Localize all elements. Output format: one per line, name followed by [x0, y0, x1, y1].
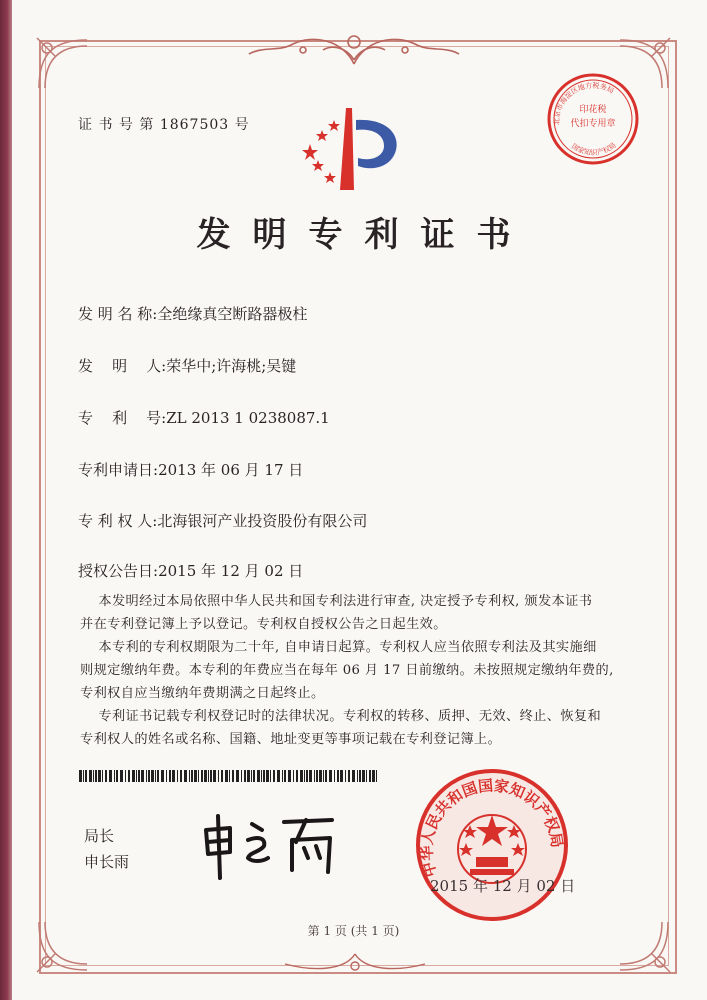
- barcode-bar: [284, 770, 286, 782]
- cert-no-value: 1867503: [159, 117, 230, 133]
- barcode-bar: [306, 770, 308, 782]
- barcode-bar: [348, 770, 350, 782]
- cert-no-suffix: 号: [234, 117, 250, 133]
- barcode-bar: [89, 770, 92, 782]
- barcode-bar: [98, 770, 101, 782]
- barcode-bar: [225, 770, 228, 782]
- barcode-bar: [253, 770, 255, 782]
- official-seal: [412, 765, 572, 925]
- barcode-bar: [293, 770, 294, 782]
- corner-ornament-top-left: [33, 34, 93, 94]
- field-application-date: [78, 459, 303, 480]
- barcode-bar: [169, 770, 171, 782]
- barcode-bar: [362, 770, 365, 782]
- barcode-bar: [359, 770, 361, 782]
- barcode-bar: [218, 770, 219, 782]
- field-value: ZL 2013 1 0238087.1: [166, 409, 330, 427]
- field-label: 专 利 权 人:: [78, 512, 158, 530]
- barcode-bar: [161, 770, 164, 782]
- barcode-bar: [120, 770, 123, 782]
- barcode-bar: [172, 770, 175, 782]
- barcode-bar: [109, 770, 112, 782]
- barcode-bar: [340, 770, 343, 782]
- barcode-bar: [325, 770, 327, 782]
- director-name: 申长雨: [84, 853, 130, 871]
- barcode-bar: [157, 770, 159, 782]
- barcode-bar: [95, 770, 97, 782]
- field-label: 专 利 号:: [78, 409, 167, 427]
- barcode-bar: [146, 770, 147, 782]
- page-number: 第 1 页 (共 1 页): [307, 924, 400, 938]
- barcode-bar: [316, 770, 318, 782]
- barcode-bar: [376, 770, 377, 782]
- certificate-number: [78, 114, 250, 134]
- field-label: 发 明 人:: [78, 357, 167, 375]
- barcode-bar: [369, 770, 371, 782]
- barcode-bar: [319, 770, 322, 782]
- barcode-bar: [314, 770, 315, 782]
- barcode-bar: [221, 770, 223, 782]
- barcode-bar: [251, 770, 252, 782]
- barcode-bar: [277, 770, 280, 782]
- barcode-bar: [166, 770, 167, 782]
- body-line: 专利证书记载专利权登记时的法律状况。专利权的转移、质押、无效、终止、恢复和: [80, 709, 602, 724]
- certificate-title: 发明专利证书: [196, 215, 533, 255]
- barcode-bar: [247, 770, 250, 782]
- barcode-bar: [148, 770, 150, 782]
- body-text: [80, 590, 620, 751]
- barcode-bar: [210, 770, 212, 782]
- barcode-bar: [300, 770, 303, 782]
- barcode-bar: [337, 770, 339, 782]
- barcode-bar: [102, 770, 103, 782]
- barcode-bar: [191, 770, 193, 782]
- barcode-bar: [116, 770, 118, 782]
- barcode-bar: [352, 770, 355, 782]
- barcode-bar: [208, 770, 209, 782]
- barcode-bar: [138, 770, 140, 782]
- field-value: 北海银河产业投资股份有限公司: [157, 512, 368, 530]
- barcode-bar: [184, 770, 187, 782]
- barcode-bar: [189, 770, 190, 782]
- body-line: 则规定缴纳年费。本专利的年费应当在每年 06 月 17 日前缴纳。未按照规定缴纳年费的,: [80, 663, 614, 678]
- barcode-bar: [114, 770, 115, 782]
- barcode-bar: [93, 770, 94, 782]
- barcode-bar: [261, 770, 262, 782]
- barcode-bar: [366, 770, 367, 782]
- field-label: 授权公告日:: [78, 562, 159, 580]
- field-value: 全绝缘真空断路器极柱: [157, 305, 308, 323]
- barcode-bar: [357, 770, 358, 782]
- field-grant-date: [78, 560, 303, 581]
- barcode-bar: [141, 770, 144, 782]
- barcode-bar: [323, 770, 324, 782]
- barcode-bar: [304, 770, 305, 782]
- barcode-bar: [194, 770, 197, 782]
- field-value: 2015 年 12 月 02 日: [158, 562, 304, 580]
- barcode-bar: [83, 770, 84, 782]
- barcode-bar: [79, 770, 82, 782]
- binding-edge: [0, 0, 12, 1000]
- barcode-bar: [241, 770, 242, 782]
- issue-date: 2015 年 12 月 02 日: [430, 877, 576, 895]
- patent-office-logo: [296, 100, 406, 196]
- bottom-center-ornament: [275, 950, 435, 976]
- svg-text:国家知识产权局: 国家知识产权局: [570, 141, 618, 158]
- body-line: 专利权人的姓名或名称、国籍、地址变更等事项记载在专利登记簿上。: [80, 732, 502, 747]
- barcode-bar: [236, 770, 239, 782]
- field-label: 专利申请日:: [78, 461, 159, 479]
- cert-no-label: 证 书 号 第: [78, 117, 155, 133]
- tax-stamp-seal: [544, 70, 642, 168]
- barcode-bar: [85, 770, 87, 782]
- barcode-bar: [204, 770, 207, 782]
- svg-text:北京市海淀区地方税务局: 北京市海淀区地方税务局: [552, 81, 616, 126]
- svg-text:中华人民共和国国家知识产权局: 中华人民共和国国家知识产权局: [417, 776, 567, 880]
- barcode-bar: [132, 770, 135, 782]
- field-inventors: [78, 355, 296, 376]
- barcode-bar: [296, 770, 298, 782]
- barcode-bar: [201, 770, 203, 782]
- barcode-bar: [155, 770, 156, 782]
- handwritten-signature: [196, 812, 346, 882]
- body-line: 专利权自应当缴纳年费期满之日起终止。: [80, 686, 325, 701]
- barcode-bar: [232, 770, 234, 782]
- svg-text:代扣专用章: 代扣专用章: [570, 119, 616, 129]
- barcode-bar: [309, 770, 312, 782]
- field-value: 荣华中;许海桃;吴键: [166, 357, 297, 375]
- field-invention-name: [78, 303, 307, 324]
- barcode-bar: [266, 770, 269, 782]
- field-label: 发 明 名 称:: [78, 305, 158, 323]
- barcode-bar: [263, 770, 265, 782]
- field-patentee: [78, 510, 367, 531]
- barcode: [79, 770, 379, 782]
- barcode-bar: [273, 770, 275, 782]
- barcode-bar: [288, 770, 291, 782]
- body-line: 本发明经过本局依照中华人民共和国专利法进行审查, 决定授予专利权, 颁发本证书: [80, 594, 593, 609]
- svg-text:印花税: 印花税: [579, 105, 607, 115]
- barcode-bar: [128, 770, 130, 782]
- body-line: 并在专利登记簿上予以登记。专利权自授权公告之日起生效。: [80, 617, 447, 632]
- field-patent-number: [78, 407, 330, 428]
- barcode-bar: [151, 770, 154, 782]
- body-line: 本专利的专利权期限为二十年, 自申请日起算。专利权人应当依照专利法及其实施细: [80, 640, 597, 655]
- barcode-bar: [244, 770, 246, 782]
- barcode-bar: [177, 770, 178, 782]
- barcode-bar: [345, 770, 346, 782]
- barcode-bar: [105, 770, 107, 782]
- barcode-bar: [257, 770, 260, 782]
- barcode-bar: [329, 770, 332, 782]
- barcode-bar: [229, 770, 230, 782]
- barcode-bar: [125, 770, 126, 782]
- barcode-bar: [334, 770, 335, 782]
- barcode-bar: [372, 770, 375, 782]
- barcode-bar: [136, 770, 137, 782]
- top-center-ornament: [243, 30, 465, 70]
- barcode-bar: [198, 770, 199, 782]
- field-value: 2013 年 06 月 17 日: [158, 461, 304, 479]
- director-role: 局长: [84, 827, 115, 845]
- barcode-bar: [180, 770, 182, 782]
- barcode-bar: [282, 770, 283, 782]
- barcode-bar: [213, 770, 216, 782]
- barcode-bar: [270, 770, 271, 782]
